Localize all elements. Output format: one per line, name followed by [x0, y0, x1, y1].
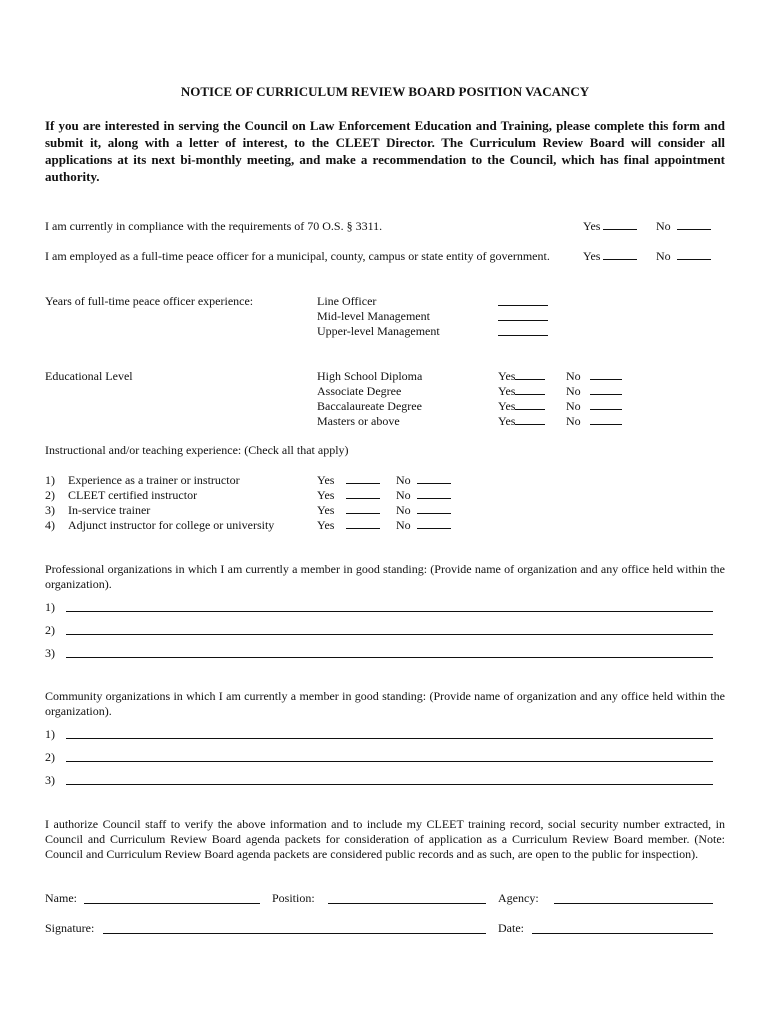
yes-blank[interactable]: [603, 219, 637, 230]
education-item: Masters or above: [317, 414, 400, 428]
education-no[interactable]: [566, 369, 622, 384]
community-line-2[interactable]: [66, 761, 713, 762]
agency-label: Agency:: [498, 891, 539, 905]
no-blank[interactable]: [590, 399, 622, 410]
professional-label: Professional organizations in which I am currently a member in good standing: (Provide name of organization and any office held within the organization).: [45, 562, 725, 591]
instructional-label: Instructional and/or teaching experience: (Check all that apply): [45, 443, 349, 457]
no-blank[interactable]: [417, 488, 451, 499]
instructional-item: Experience as a trainer or instructor: [68, 473, 240, 487]
professional-line-2[interactable]: [66, 634, 713, 635]
no-label: No: [566, 369, 581, 383]
instructional-no[interactable]: [396, 488, 451, 503]
list-number: 1): [45, 473, 55, 487]
instructional-no[interactable]: [396, 503, 451, 518]
yes-blank[interactable]: [346, 473, 380, 484]
education-yes[interactable]: [498, 414, 545, 429]
instructional-item: Adjunct instructor for college or university: [68, 518, 275, 532]
no-blank[interactable]: [590, 384, 622, 395]
community-line-1[interactable]: [66, 738, 713, 739]
education-label: Educational Level: [45, 369, 133, 383]
instructional-yes[interactable]: [317, 473, 380, 488]
no-label: No: [656, 219, 671, 233]
instructional-no[interactable]: [396, 518, 451, 533]
instructional-yes[interactable]: [317, 488, 380, 503]
list-number: 1): [45, 600, 55, 614]
no-label: No: [396, 473, 411, 487]
compliance-2-no[interactable]: [656, 249, 711, 264]
list-number: 3): [45, 773, 55, 787]
experience-blank[interactable]: [498, 320, 548, 321]
community-line-3[interactable]: [66, 784, 713, 785]
yes-blank[interactable]: [515, 414, 545, 425]
yes-label: Yes: [317, 518, 335, 532]
no-label: No: [566, 384, 581, 398]
page-title: NOTICE OF CURRICULUM REVIEW BOARD POSITION VACANCY: [180, 84, 590, 99]
education-yes[interactable]: [498, 384, 545, 399]
yes-label: Yes: [498, 414, 516, 428]
yes-blank[interactable]: [515, 384, 545, 395]
professional-line-3[interactable]: [66, 657, 713, 658]
yes-label: Yes: [583, 249, 601, 263]
signature-label: Signature:: [45, 921, 95, 935]
education-no[interactable]: [566, 414, 622, 429]
education-item: Associate Degree: [317, 384, 402, 398]
no-blank[interactable]: [417, 473, 451, 484]
no-label: No: [396, 488, 411, 502]
no-blank[interactable]: [417, 503, 451, 514]
yes-label: Yes: [498, 369, 516, 383]
list-number: 3): [45, 646, 55, 660]
yes-label: Yes: [498, 399, 516, 413]
experience-blank[interactable]: [498, 335, 548, 336]
yes-blank[interactable]: [603, 249, 637, 260]
compliance-question-2: I am employed as a full-time peace officer for a municipal, county, campus or state entity of government.: [45, 249, 550, 263]
date-field[interactable]: [532, 933, 713, 934]
experience-label: Years of full-time peace officer experience:: [45, 294, 254, 308]
no-label: No: [566, 399, 581, 413]
instructional-yes[interactable]: [317, 518, 380, 533]
position-label: Position:: [272, 891, 315, 905]
compliance-1-yes[interactable]: [583, 219, 637, 234]
yes-blank[interactable]: [346, 518, 380, 529]
education-yes[interactable]: [498, 369, 545, 384]
compliance-question-1: I am currently in compliance with the requirements of 70 O.S. § 3311.: [45, 219, 383, 233]
yes-label: Yes: [583, 219, 601, 233]
yes-blank[interactable]: [515, 369, 545, 380]
instructional-no[interactable]: [396, 473, 451, 488]
no-blank[interactable]: [590, 369, 622, 380]
community-label: Community organizations in which I am currently a member in good standing: (Provide name of organization and any office held within the organization).: [45, 689, 725, 718]
intro-paragraph: If you are interested in serving the Council on Law Enforcement Education and Training, please complete this form and submit it, along with a letter of interest, to the CLEET Director. The Curriculum Review Board will consider all applications at its next bi-monthly meeting, and make a recommendation to the Council, which has final appointment authority.: [45, 118, 725, 184]
no-blank[interactable]: [590, 414, 622, 425]
education-no[interactable]: [566, 384, 622, 399]
instructional-yes[interactable]: [317, 503, 380, 518]
education-yes[interactable]: [498, 399, 545, 414]
list-number: 1): [45, 727, 55, 741]
yes-label: Yes: [317, 473, 335, 487]
education-no[interactable]: [566, 399, 622, 414]
yes-blank[interactable]: [346, 488, 380, 499]
no-label: No: [396, 503, 411, 517]
agency-field[interactable]: [554, 903, 713, 904]
authorization-paragraph: I authorize Council staff to verify the above information and to include my CLEET training record, social security number extracted, in Council and Curriculum Review Board agenda packets for consideration of application as a Curriculum Review Board member. (Note: Council and Curriculum Review Board agenda packets are considered public records and as such, are open to the public for inspection).: [45, 817, 725, 861]
experience-item: Mid-level Management: [317, 309, 430, 323]
experience-blank[interactable]: [498, 305, 548, 306]
list-number: 2): [45, 750, 55, 764]
yes-label: Yes: [498, 384, 516, 398]
yes-label: Yes: [317, 488, 335, 502]
experience-item: Upper-level Management: [317, 324, 440, 338]
yes-blank[interactable]: [515, 399, 545, 410]
yes-label: Yes: [317, 503, 335, 517]
instructional-item: CLEET certified instructor: [68, 488, 198, 502]
no-label: No: [566, 414, 581, 428]
education-item: Baccalaureate Degree: [317, 399, 422, 413]
no-blank[interactable]: [677, 219, 711, 230]
date-label: Date:: [498, 921, 524, 935]
compliance-1-no[interactable]: [656, 219, 711, 234]
instructional-item: In-service trainer: [68, 503, 151, 517]
no-blank[interactable]: [417, 518, 451, 529]
education-item: High School Diploma: [317, 369, 423, 383]
no-label: No: [656, 249, 671, 263]
no-blank[interactable]: [677, 249, 711, 260]
name-label: Name:: [45, 891, 77, 905]
name-field[interactable]: [84, 903, 260, 904]
professional-line-1[interactable]: [66, 611, 713, 612]
position-field[interactable]: [328, 903, 486, 904]
list-number: 2): [45, 488, 55, 502]
list-number: 4): [45, 518, 55, 532]
compliance-2-yes[interactable]: [583, 249, 637, 264]
experience-item: Line Officer: [317, 294, 377, 308]
yes-blank[interactable]: [346, 503, 380, 514]
no-label: No: [396, 518, 411, 532]
list-number: 2): [45, 623, 55, 637]
list-number: 3): [45, 503, 55, 517]
signature-field[interactable]: [103, 933, 486, 934]
